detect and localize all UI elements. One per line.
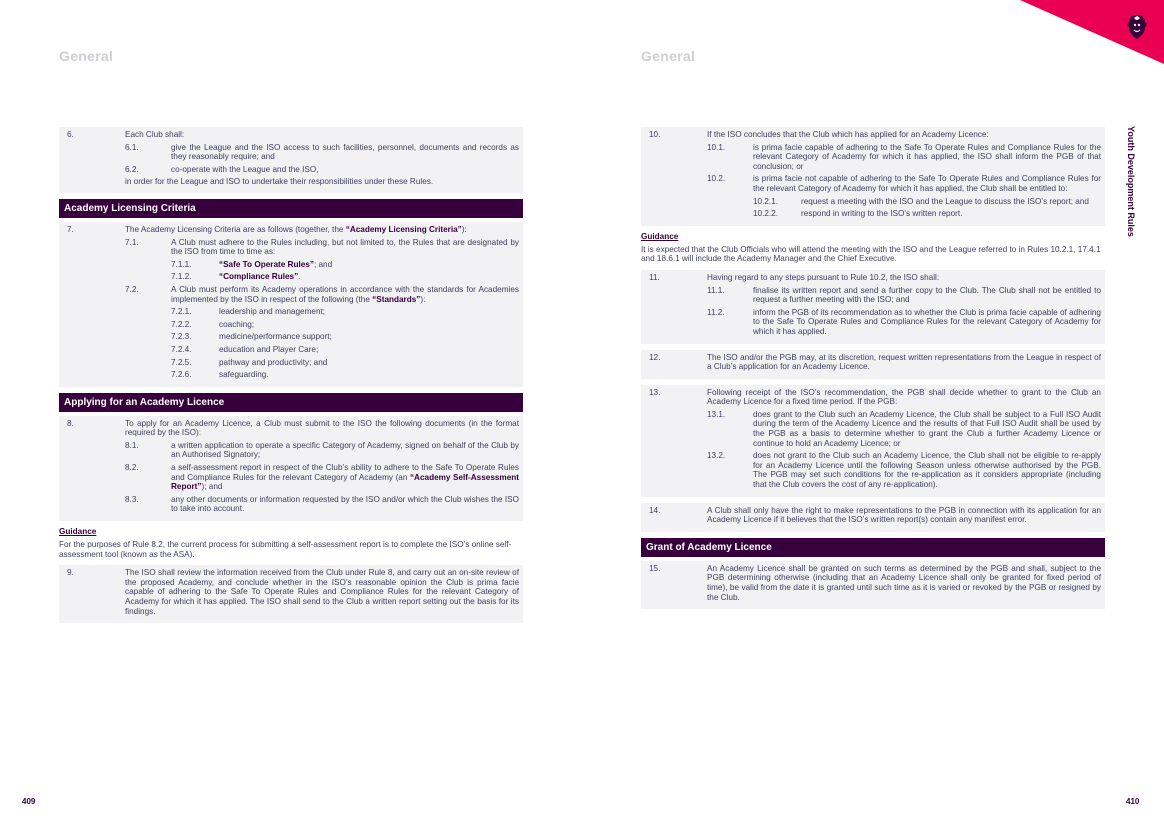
subrule-text: finalise its written report and send a further copy to the Club. The Club shall not be entitled to request a further meeting with the ISO; and bbox=[753, 285, 1101, 305]
subrule-text: A Club must adhere to the Rules including, but not limited to, the Rules that are designated by the ISO from time to time as: bbox=[171, 237, 519, 257]
text-part: ); and bbox=[201, 482, 223, 492]
rule-text: Having regard to any steps pursuant to Rule 10.2, the ISO shall: bbox=[707, 272, 940, 282]
rule-text: To apply for an Academy Licence, a Club must submit to the ISO the following documents (in the format required by the ISO): bbox=[125, 418, 519, 438]
defined-term: “Academy Licensing Criteria” bbox=[345, 224, 462, 234]
heading-applying-for-academy-licence: Applying for an Academy Licence bbox=[59, 393, 523, 412]
rule-text: The ISO and/or the PGB may, at its discretion, request written representations from the League in respect of a Club’s application for an Academy Licence. bbox=[707, 352, 1101, 372]
vertical-title-text: Youth Development Rules bbox=[1126, 126, 1136, 237]
text-part: ): bbox=[420, 294, 426, 304]
text-part: ; and bbox=[313, 259, 333, 269]
text-part: The Academy Licensing Criteria are as follows (together, the bbox=[125, 224, 346, 234]
defined-term: “Safe To Operate Rules” bbox=[219, 259, 314, 269]
subsubrule-text: request a meeting with the ISO and the League to discuss the ISO’s report; and bbox=[801, 196, 1089, 206]
rule-number: 8. bbox=[67, 418, 74, 428]
subsubrule-text: safeguarding. bbox=[219, 370, 269, 380]
subsubrule-number: 7.2.3. bbox=[171, 332, 192, 342]
rule-10 bbox=[641, 127, 1105, 226]
subrule-number: 6.1. bbox=[125, 142, 139, 152]
subrule-number: 10.1. bbox=[707, 142, 726, 152]
subsubrule-number: 7.1.1. bbox=[171, 259, 192, 269]
subrule-number: 8.3. bbox=[125, 494, 139, 504]
subsubrule-number: 7.2.6. bbox=[171, 370, 192, 380]
rule-15 bbox=[641, 561, 1105, 609]
section-label-right: General bbox=[641, 48, 696, 64]
subrule-text: co-operate with the League and the ISO, bbox=[171, 164, 319, 174]
section-label-left: General bbox=[59, 48, 114, 64]
subsubrule-number: 7.2.5. bbox=[171, 357, 192, 367]
defined-term: “Standards” bbox=[372, 294, 421, 304]
subrule-number: 6.2. bbox=[125, 164, 139, 174]
subrule-text: a written application to operate a specific Category of Academy, signed on behalf of the Club by an Authorised Signatory; bbox=[171, 440, 519, 460]
rule-8 bbox=[59, 416, 523, 521]
subsubrule-text: leadership and management; bbox=[219, 307, 326, 317]
subrule-text bbox=[171, 463, 519, 492]
subrule-number: 10.2. bbox=[707, 174, 726, 184]
defined-term: “Academy Self-Assessment Report” bbox=[171, 472, 519, 492]
subsubrule-number: 7.1.2. bbox=[171, 272, 192, 282]
text-part: a self-assessment report in respect of the Club’s ability to adhere to the Safe To Operate Rules and Compliance Rules for the relevant Category of Academy (an bbox=[171, 463, 519, 482]
rule-14 bbox=[641, 503, 1105, 532]
lion-logo-icon bbox=[1126, 14, 1148, 40]
rule-number: 7. bbox=[67, 224, 74, 234]
subsubrule-number: 7.2.4. bbox=[171, 344, 192, 354]
rule-text: The ISO shall review the information received from the Club under Rule 8, and carry out an on-site review of the proposed Academy, and conclude whether in the ISO’s reasonable opinion the Club is prima facie capable of adhering to the Safe To Operate Rules and Compliance Rules for the relevant Category of Academy for which it has applied. The ISO shall send to the Club a written report setting out the basis for its findings. bbox=[125, 568, 519, 616]
rule-number: 6. bbox=[67, 130, 74, 139]
subrule-text: is prima facie not capable of adhering to the Safe To Operate Rules and Compliance Rules for the relevant Category of Academy for which it has applied, the Club shall be entitled to: bbox=[753, 174, 1101, 193]
subsubrule-number: 10.2.2. bbox=[753, 209, 779, 219]
rule-12 bbox=[641, 350, 1105, 379]
rule-7 bbox=[59, 222, 523, 387]
rule-number: 13. bbox=[649, 387, 661, 397]
rule-11 bbox=[641, 270, 1105, 344]
subrule-text bbox=[171, 285, 519, 304]
subrule-text: give the League and the ISO access to such facilities, personnel, documents and records as they reasonably require; and bbox=[171, 142, 519, 162]
subrule-number: 13.2. bbox=[707, 451, 726, 461]
guidance-title-right: Guidance bbox=[641, 231, 679, 241]
subrule-text: inform the PGB of its recommendation as to whether the Club is prima facie capable of adhering to the Safe To Operate Rules and Compliance Rules for the relevant Category of Academy for which it has applied. bbox=[753, 307, 1101, 336]
rule-closing-text: in order for the League and ISO to undertake their responsibilities under these Rules. bbox=[125, 177, 434, 187]
rule-text: If the ISO concludes that the Club which has applied for an Academy Licence: bbox=[707, 130, 989, 139]
subsubrule-number: 10.2.1. bbox=[753, 196, 779, 206]
rule-number: 11. bbox=[649, 272, 660, 282]
rule-text: Following receipt of the ISO’s recommendation, the PGB shall decide whether to grant to the Club an Academy Licence for a fixed time period. If the PGB: bbox=[707, 387, 1101, 407]
rule-text: A Club shall only have the right to make representations to the PGB in connection with its application for an Academy Licence if it believes that the ISO’s written report(s) contain any manifest error. bbox=[707, 505, 1101, 525]
subrule-text: any other documents or information requested by the ISO and/or which the Club wishes the ISO to take into account. bbox=[171, 494, 519, 514]
subsubrule-number: 7.2.1. bbox=[171, 307, 192, 317]
vertical-section-title bbox=[1124, 126, 1138, 266]
subsubrule-text: respond in writing to the ISO’s written report. bbox=[801, 209, 963, 219]
subsubrule-text: medicine/performance support; bbox=[219, 332, 332, 342]
rule-text: An Academy Licence shall be granted on such terms as determined by the PGB and shall, subject to the PGB determining otherwise (including that an Academy Licence shall only be granted for fixed period of time), be valid from the date it is granted until such time as it is varied or revoked by the PGB or resigned by the Club. bbox=[707, 563, 1101, 602]
subrule-number: 8.1. bbox=[125, 440, 139, 450]
subsubrule-text: coaching; bbox=[219, 319, 255, 329]
text-part: . bbox=[298, 272, 301, 282]
rule-number: 15. bbox=[649, 563, 661, 573]
subsubrule-text: pathway and productivity; and bbox=[219, 357, 328, 367]
guidance-text-right: It is expected that the Club Officials who will attend the meeting with the ISO and the League referred to in Rules 10.2.1, 17.4.1 and 18.6.1 will include the Academy Manager and the Chief Executive. bbox=[641, 244, 1101, 264]
rule-text: Each Club shall: bbox=[125, 130, 185, 139]
guidance-title-left: Guidance bbox=[59, 527, 97, 537]
heading-grant-of-academy-licence: Grant of Academy Licence bbox=[641, 538, 1105, 557]
defined-term: “Compliance Rules” bbox=[219, 272, 299, 282]
subsubrule-text bbox=[219, 260, 519, 270]
subrule-number: 7.2. bbox=[125, 284, 139, 294]
rule-text bbox=[125, 225, 519, 235]
lion-logo-svg bbox=[1126, 14, 1148, 40]
rule-6 bbox=[59, 127, 523, 193]
rule-number: 12. bbox=[649, 352, 661, 362]
subrule-number: 11.2. bbox=[707, 307, 725, 317]
subrule-number: 8.2. bbox=[125, 463, 139, 473]
subrule-number: 13.1. bbox=[707, 409, 726, 419]
subrule-number: 11.1. bbox=[707, 285, 725, 295]
left-column bbox=[59, 127, 523, 629]
page-number-right: 410 bbox=[1126, 797, 1140, 806]
subrule-text: does grant to the Club such an Academy Licence, the Club shall be subject to a Full ISO Audit during the term of the Academy Licence and the results of that Full ISO Audit shall be used by the PGB as a basis to determine whether to grant the Club a further Academy Licence or continue to hold an Academy Licence; or bbox=[753, 409, 1101, 448]
text-part: ): bbox=[461, 224, 467, 234]
heading-academy-licensing-criteria: Academy Licensing Criteria bbox=[59, 199, 523, 218]
subsubrule-text: education and Player Care; bbox=[219, 344, 319, 354]
rule-number: 14. bbox=[649, 505, 661, 515]
page-number-left: 409 bbox=[22, 797, 36, 806]
rule-number: 10. bbox=[649, 130, 661, 139]
rule-number: 9. bbox=[67, 568, 74, 578]
rule-13 bbox=[641, 385, 1105, 497]
rule-9 bbox=[59, 565, 523, 623]
right-column bbox=[641, 127, 1105, 615]
subrule-text: does not grant to the Club such an Academy Licence, the Club shall not be eligible to re-apply for an Academy Licence until the following Season unless otherwise authorised by the PGB. The PGB may set such conditions for the re-application as it considers appropriate (including that the Club covers the cost of any re-application). bbox=[753, 451, 1101, 490]
subrule-number: 7.1. bbox=[125, 237, 139, 247]
guidance-text-left: For the purposes of Rule 8.2, the current process for submitting a self-assessment report is to complete the ISO’s online self-assessment tool (known as the ASA). bbox=[59, 540, 512, 559]
subsubrule-number: 7.2.2. bbox=[171, 319, 192, 329]
subsubrule-text bbox=[219, 272, 519, 282]
subrule-text: is prima facie capable of adhering to the Safe To Operate Rules and Compliance Rules for the relevant Category of Academy for which it has applied, the ISO shall inform the PGB of that conclusion; or bbox=[753, 142, 1101, 171]
text-part: A Club must perform its Academy operations in accordance with the standards for Academies implemented by the ISO in respect of the following (the bbox=[171, 284, 519, 304]
